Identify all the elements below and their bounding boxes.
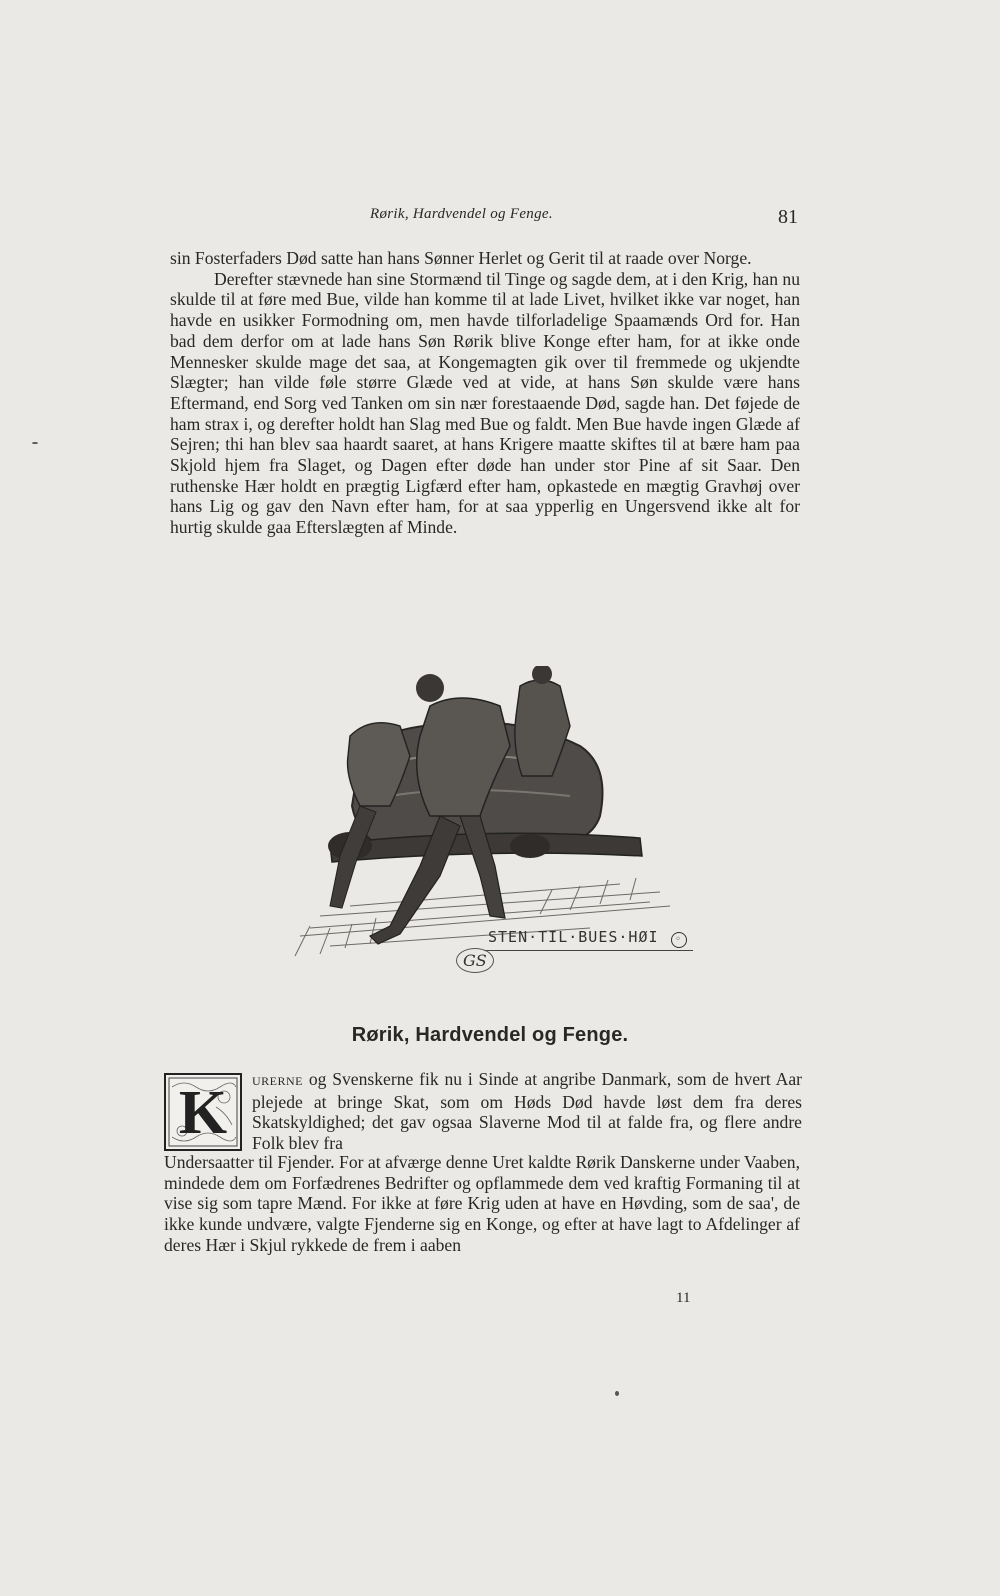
running-head: Rørik, Hardvendel og Fenge. bbox=[370, 206, 553, 222]
decorated-initial-k bbox=[164, 1073, 242, 1151]
smallcaps-lead: URERNE bbox=[252, 1074, 303, 1088]
section-title: Rørik, Hardvendel og Fenge. bbox=[351, 1024, 629, 1046]
page-number: 81 bbox=[778, 206, 798, 228]
opening-text: og Svenskerne fik nu i Sinde at angribe Danmark, som de hvert Aar plejede at bringe Skat, som om Høds Død havde løst dem fra deres Skatskyldighed; det gav ogsaa Slaverne Mod til at falde fra, og flere andre Folk blev fra bbox=[252, 1069, 802, 1154]
initial-letter: K bbox=[178, 1079, 228, 1147]
artist-signature: GS bbox=[456, 948, 494, 973]
illustration-caption bbox=[484, 928, 693, 951]
paragraph: sin Fosterfaders Død satte han hans Sønner Herlet og Gerit til at raade over Norge. bbox=[170, 248, 752, 268]
ink-speck bbox=[615, 1391, 619, 1396]
signature-mark: 11 bbox=[676, 1290, 691, 1306]
circle-mark-icon: ◦ bbox=[671, 932, 687, 948]
chapter-text-top bbox=[170, 248, 800, 538]
paragraph: Undersaatter til Fjender. For at afværge denne Uret kaldte Rørik Danskerne under Vaaben, mindede dem om Forfædrenes Bedrifter og opflammede dem ved kraftig Formaning til at vise sig som tapre Mænd. For ikke at føre Krig uden at have en Høvding, som de saa', de ikke kunde undvære, valgte Fjenderne sig en Konge, og efter at have lagt to Afdelinger af deres Hær i Skjul rykkede de frem i aaben bbox=[164, 1152, 800, 1255]
caption-text: STEN·TIL·BUES·HØI bbox=[488, 928, 659, 946]
paragraph: Derefter stævnede han sine Stormænd til Tinge og sagde dem, at i den Krig, han nu skulde til at føre med Bue, vilde han komme til at lade Livet, hvilket ikke var noget, han havde en usikker Formodning om, men havde tilforladelige Spaamænds Ord for. Han bad dem derfor om at lade hans Søn Rørik blive Konge efter ham, for at ikke onde Mennesker skulde mage det saa, at Kongemagten gik over til fremmede og ukjendte Slægter; han vilde føle større Glæde ved at vide, at hans Søn skulde være hans Eftermand, end Sorg ved Tanken om sin nær forestaaende Død, sagde han. Det føjede de ham strax i, og derefter holdt han Slag med Bue og faldt. Men Bue havde ingen Glæde af Sejren; thi han blev saa haardt saaret, at hans Krigere maatte skiftes til at bære ham paa Skjold hjem fra Slaget, og Dagen efter døde han under stor Pine af sit Saar. Den ruthenske Hær holdt en prægtig Ligfærd efter ham, opkastede en mægtig Gravhøj over hans Lig og gav den Navn efter ham, for at saa ypperlig en Ungersvend ikke alt for hurtig skulde gaa Efterslægten af Minde. bbox=[170, 268, 800, 538]
section-opening-lines bbox=[252, 1069, 802, 1154]
section-text bbox=[164, 1152, 800, 1256]
ink-speck bbox=[32, 442, 38, 444]
